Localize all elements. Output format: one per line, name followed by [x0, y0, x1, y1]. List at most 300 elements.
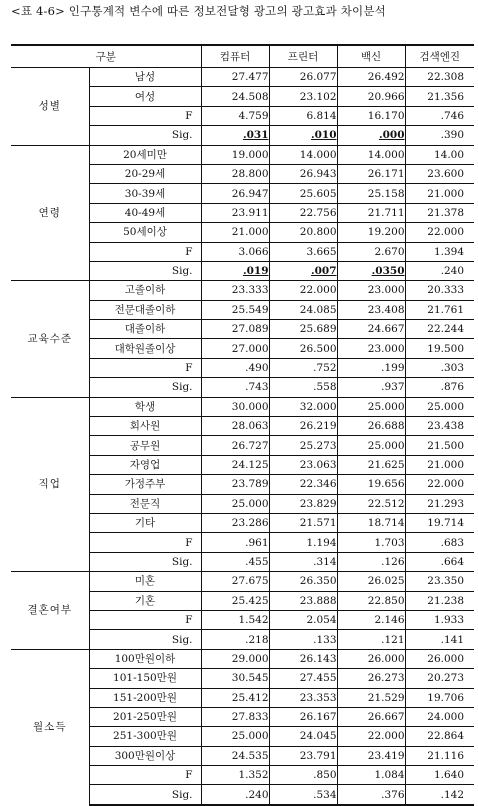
cell-value: 19.656: [367, 478, 405, 491]
cell-value: 14.00: [433, 148, 465, 161]
cell-value: .240: [245, 788, 269, 801]
cell-printer: [269, 649, 337, 668]
cell-search-engine: [405, 87, 474, 106]
table-row: [11, 145, 474, 164]
cell-value: 26.167: [299, 711, 337, 724]
cell-search-engine: [405, 785, 474, 805]
stat-label: Sig.: [89, 785, 201, 805]
cell-value: 25.000: [367, 400, 405, 413]
cell-computer: [201, 87, 269, 106]
cell-computer: [201, 533, 269, 552]
cell-printer: [269, 106, 337, 125]
cell-value: .0350: [371, 265, 405, 278]
cell-value: 22.244: [427, 323, 465, 336]
cell-printer: [269, 630, 337, 649]
cell-printer: [269, 358, 337, 377]
table-header: [11, 45, 474, 68]
subcategory-label: 201-250만원: [89, 707, 201, 726]
cell-printer: [269, 591, 337, 610]
cell-value: .937: [381, 381, 405, 394]
table-row: [11, 397, 474, 416]
cell-antivirus: [337, 494, 405, 513]
cell-value: 23.600: [427, 168, 465, 181]
cell-value: .743: [245, 381, 269, 394]
cell-printer: [269, 378, 337, 397]
cell-computer: [201, 242, 269, 261]
cell-value: 19.706: [427, 691, 465, 704]
cell-value: 22.000: [367, 730, 405, 743]
cell-value: 23.438: [427, 420, 465, 433]
cell-printer: [269, 126, 337, 145]
subcategory-label: 자영업: [89, 455, 201, 474]
cell-search-engine: [405, 572, 474, 591]
cell-antivirus: [337, 630, 405, 649]
cell-printer: [269, 707, 337, 726]
cell-value: 21.571: [299, 517, 337, 530]
group-label: 직업: [11, 397, 89, 572]
cell-value: .141: [440, 633, 465, 646]
cell-value: 26.492: [367, 71, 405, 84]
header-category: 구분: [11, 45, 201, 68]
cell-value: .240: [440, 265, 465, 278]
cell-value: 19.714: [427, 517, 465, 530]
cell-antivirus: [337, 688, 405, 707]
cell-value: 22.850: [367, 594, 405, 607]
cell-value: .850: [313, 769, 337, 782]
header-computer: 컴퓨터: [201, 45, 269, 68]
stat-label: F: [89, 242, 201, 261]
cell-search-engine: [405, 513, 474, 532]
cell-value: 29.000: [231, 652, 269, 665]
cell-value: .303: [440, 362, 465, 375]
cell-value: 24.508: [231, 90, 269, 103]
cell-search-engine: [405, 126, 474, 145]
subcategory-label: 기타: [89, 513, 201, 532]
cell-antivirus: [337, 707, 405, 726]
cell-value: 26.500: [299, 342, 337, 355]
cell-computer: [201, 785, 269, 805]
cell-value: 21.625: [367, 459, 405, 471]
cell-value: 2.054: [306, 614, 337, 627]
cell-computer: [201, 649, 269, 668]
subcategory-label: 전문직: [89, 494, 201, 513]
cell-search-engine: [405, 397, 474, 416]
subcategory-label: 50세이상: [89, 223, 201, 242]
cell-antivirus: [337, 513, 405, 532]
cell-computer: [201, 707, 269, 726]
stat-label: F: [89, 106, 201, 125]
cell-printer: [269, 533, 337, 552]
cell-computer: [201, 223, 269, 242]
cell-value: 21.711: [367, 206, 405, 219]
cell-value: 22.308: [427, 71, 465, 84]
cell-value: .007: [310, 265, 337, 278]
cell-computer: [201, 358, 269, 377]
cell-computer: [201, 320, 269, 339]
cell-value: 23.829: [299, 497, 337, 510]
cell-antivirus: [337, 261, 405, 280]
cell-computer: [201, 766, 269, 785]
group-label: 연령: [11, 145, 89, 281]
cell-value: 26.171: [367, 168, 405, 181]
cell-value: .746: [440, 109, 465, 122]
cell-value: 22.000: [427, 478, 465, 491]
cell-search-engine: [405, 610, 474, 629]
cell-printer: [269, 145, 337, 164]
stat-label: F: [89, 358, 201, 377]
cell-computer: [201, 164, 269, 183]
subcategory-label: 기혼: [89, 591, 201, 610]
cell-value: 24.125: [231, 459, 269, 471]
cell-search-engine: [405, 766, 474, 785]
cell-value: 28.063: [231, 420, 269, 433]
cell-antivirus: [337, 785, 405, 805]
cell-search-engine: [405, 261, 474, 280]
subcategory-label: 20-29세: [89, 164, 201, 183]
cell-antivirus: [337, 436, 405, 455]
subcategory-label: 회사원: [89, 417, 201, 436]
cell-value: 1.933: [433, 614, 465, 627]
cell-value: 26.025: [367, 575, 405, 588]
cell-value: 14.000: [299, 148, 337, 161]
cell-search-engine: [405, 378, 474, 397]
cell-value: 1.640: [433, 769, 465, 782]
cell-printer: [269, 261, 337, 280]
cell-antivirus: [337, 203, 405, 222]
table-row: [11, 68, 474, 87]
cell-computer: [201, 378, 269, 397]
subcategory-label: 151-200만원: [89, 688, 201, 707]
cell-value: .961: [245, 536, 269, 549]
cell-value: 25.000: [367, 439, 405, 452]
cell-value: 24.000: [427, 711, 465, 724]
cell-value: 2.146: [374, 614, 405, 627]
cell-value: 2.670: [374, 245, 405, 258]
cell-value: 16.170: [367, 109, 405, 122]
cell-value: 3.665: [306, 245, 337, 258]
stats-table: [11, 44, 474, 806]
cell-value: 26.077: [299, 71, 337, 84]
cell-antivirus: [337, 610, 405, 629]
cell-computer: [201, 513, 269, 532]
cell-search-engine: [405, 707, 474, 726]
cell-value: 22.346: [299, 478, 337, 491]
stat-label: F: [89, 766, 201, 785]
cell-computer: [201, 203, 269, 222]
cell-value: 21.000: [231, 226, 269, 239]
cell-value: .876: [440, 381, 465, 394]
cell-search-engine: [405, 164, 474, 183]
cell-value: 3.066: [238, 245, 269, 258]
cell-computer: [201, 630, 269, 649]
cell-value: 25.000: [231, 497, 269, 510]
cell-computer: [201, 746, 269, 765]
cell-search-engine: [405, 669, 474, 688]
cell-value: 27.477: [231, 71, 269, 84]
cell-value: 21.238: [427, 594, 465, 607]
cell-printer: [269, 727, 337, 746]
cell-value: 23.063: [299, 459, 337, 471]
cell-value: 23.789: [231, 478, 269, 491]
cell-computer: [201, 494, 269, 513]
cell-value: .010: [310, 129, 337, 142]
cell-value: 26.143: [299, 652, 337, 665]
cell-search-engine: [405, 203, 474, 222]
cell-value: 21.293: [427, 497, 465, 510]
cell-search-engine: [405, 436, 474, 455]
stat-label: Sig.: [89, 261, 201, 280]
cell-value: 27.833: [231, 711, 269, 724]
header-row: [11, 45, 474, 68]
cell-search-engine: [405, 746, 474, 765]
subcategory-label: 251-300만원: [89, 727, 201, 746]
cell-value: .534: [313, 788, 337, 801]
stat-label: Sig.: [89, 630, 201, 649]
cell-value: 22.756: [299, 206, 337, 219]
subcategory-label: 미혼: [89, 572, 201, 591]
cell-value: .752: [313, 362, 337, 375]
cell-computer: [201, 261, 269, 280]
table-row: [11, 572, 474, 591]
cell-antivirus: [337, 727, 405, 746]
cell-printer: [269, 397, 337, 416]
cell-antivirus: [337, 533, 405, 552]
cell-search-engine: [405, 339, 474, 358]
cell-computer: [201, 669, 269, 688]
cell-value: 23.000: [367, 284, 405, 297]
cell-value: 32.000: [299, 400, 337, 413]
cell-value: 21.000: [427, 187, 465, 200]
cell-search-engine: [405, 727, 474, 746]
subcategory-label: 가정주부: [89, 475, 201, 494]
cell-printer: [269, 320, 337, 339]
cell-computer: [201, 145, 269, 164]
cell-value: 23.102: [299, 90, 337, 103]
cell-value: 23.408: [367, 303, 405, 316]
cell-value: .000: [378, 129, 405, 142]
cell-search-engine: [405, 688, 474, 707]
cell-value: 4.759: [238, 109, 269, 122]
cell-value: 20.273: [427, 672, 465, 685]
subcategory-label: 여성: [89, 87, 201, 106]
cell-value: .218: [245, 633, 269, 646]
cell-antivirus: [337, 649, 405, 668]
cell-search-engine: [405, 242, 474, 261]
cell-antivirus: [337, 766, 405, 785]
cell-computer: [201, 552, 269, 571]
cell-printer: [269, 436, 337, 455]
table-row: [11, 281, 474, 300]
group-label: 성별: [11, 68, 89, 146]
cell-printer: [269, 513, 337, 532]
cell-antivirus: [337, 417, 405, 436]
cell-computer: [201, 68, 269, 87]
subcategory-label: 남성: [89, 68, 201, 87]
stat-label: F: [89, 610, 201, 629]
cell-value: .376: [381, 788, 405, 801]
cell-value: 23.791: [299, 749, 337, 762]
cell-value: 27.000: [231, 342, 269, 355]
cell-value: 21.356: [427, 90, 465, 103]
cell-value: 26.947: [231, 187, 269, 200]
stat-label: Sig.: [89, 378, 201, 397]
cell-antivirus: [337, 552, 405, 571]
cell-value: 1.394: [433, 245, 465, 258]
cell-search-engine: [405, 68, 474, 87]
cell-search-engine: [405, 417, 474, 436]
cell-value: .142: [440, 788, 465, 801]
cell-value: 21.529: [367, 691, 405, 704]
cell-value: 20.966: [367, 90, 405, 103]
cell-value: .031: [242, 129, 269, 142]
cell-value: 23.333: [231, 284, 269, 297]
cell-search-engine: [405, 223, 474, 242]
group-label: 결혼여부: [11, 572, 89, 650]
cell-printer: [269, 164, 337, 183]
cell-computer: [201, 572, 269, 591]
cell-printer: [269, 339, 337, 358]
cell-computer: [201, 688, 269, 707]
cell-value: 14.000: [367, 148, 405, 161]
cell-value: 22.512: [367, 497, 405, 510]
header-search-engine: 검색엔진: [405, 45, 474, 68]
cell-printer: [269, 572, 337, 591]
stat-label: Sig.: [89, 126, 201, 145]
header-antivirus: 백신: [337, 45, 405, 68]
cell-value: .314: [313, 555, 337, 568]
cell-printer: [269, 475, 337, 494]
cell-value: 18.714: [367, 517, 405, 530]
cell-value: 1.084: [374, 769, 405, 782]
cell-value: .126: [381, 555, 405, 568]
cell-antivirus: [337, 184, 405, 203]
cell-antivirus: [337, 475, 405, 494]
cell-value: 21.116: [427, 749, 465, 762]
subcategory-label: 300만원이상: [89, 746, 201, 765]
cell-value: 26.219: [299, 420, 337, 433]
cell-printer: [269, 746, 337, 765]
cell-value: 1.542: [238, 614, 269, 627]
cell-value: 24.667: [367, 323, 405, 336]
cell-value: 28.800: [231, 168, 269, 181]
cell-search-engine: [405, 630, 474, 649]
cell-computer: [201, 591, 269, 610]
cell-value: 19.500: [427, 342, 465, 355]
cell-value: 1.352: [238, 769, 269, 782]
subcategory-label: 고졸이하: [89, 281, 201, 300]
cell-value: .490: [245, 362, 269, 375]
table-row: [11, 649, 474, 668]
cell-value: 23.353: [299, 691, 337, 704]
cell-computer: [201, 727, 269, 746]
cell-printer: [269, 242, 337, 261]
header-printer: 프린터: [269, 45, 337, 68]
cell-value: 25.273: [299, 439, 337, 452]
cell-printer: [269, 417, 337, 436]
cell-value: 25.689: [299, 323, 337, 336]
cell-antivirus: [337, 126, 405, 145]
cell-printer: [269, 552, 337, 571]
subcategory-label: 20세미만: [89, 145, 201, 164]
cell-antivirus: [337, 145, 405, 164]
cell-computer: [201, 281, 269, 300]
cell-value: 25.158: [367, 187, 405, 200]
stat-label: Sig.: [89, 552, 201, 571]
cell-value: .390: [440, 129, 465, 142]
cell-printer: [269, 785, 337, 805]
cell-printer: [269, 766, 337, 785]
cell-value: 25.000: [231, 730, 269, 743]
cell-search-engine: [405, 358, 474, 377]
cell-value: .558: [313, 381, 337, 394]
cell-value: 23.286: [231, 517, 269, 530]
cell-printer: [269, 300, 337, 319]
cell-value: 22.864: [427, 730, 465, 743]
cell-antivirus: [337, 455, 405, 474]
subcategory-label: 공무원: [89, 436, 201, 455]
cell-value: 27.089: [231, 323, 269, 336]
cell-antivirus: [337, 746, 405, 765]
cell-antivirus: [337, 68, 405, 87]
cell-antivirus: [337, 242, 405, 261]
cell-value: .683: [440, 536, 465, 549]
cell-printer: [269, 184, 337, 203]
cell-value: 24.045: [299, 730, 337, 743]
subcategory-label: 전문대졸이하: [89, 300, 201, 319]
cell-value: 25.000: [427, 400, 465, 413]
cell-antivirus: [337, 339, 405, 358]
cell-value: 20.333: [427, 284, 465, 297]
cell-value: 24.085: [299, 303, 337, 316]
cell-search-engine: [405, 649, 474, 668]
cell-antivirus: [337, 300, 405, 319]
cell-value: 25.605: [299, 187, 337, 200]
table-body: [11, 68, 474, 805]
cell-printer: [269, 281, 337, 300]
cell-computer: [201, 339, 269, 358]
cell-value: 25.549: [231, 303, 269, 316]
cell-printer: [269, 68, 337, 87]
cell-value: 26.350: [299, 575, 337, 588]
cell-value: 26.727: [231, 439, 269, 452]
cell-value: 1.194: [306, 536, 337, 549]
cell-printer: [269, 87, 337, 106]
cell-value: 23.911: [231, 206, 269, 219]
subcategory-label: 100만원이하: [89, 649, 201, 668]
cell-value: 22.000: [427, 226, 465, 239]
cell-printer: [269, 610, 337, 629]
cell-antivirus: [337, 358, 405, 377]
cell-antivirus: [337, 320, 405, 339]
cell-value: 19.000: [231, 148, 269, 161]
cell-search-engine: [405, 533, 474, 552]
cell-search-engine: [405, 552, 474, 571]
cell-value: 22.000: [299, 284, 337, 297]
stat-label: F: [89, 533, 201, 552]
cell-computer: [201, 300, 269, 319]
cell-computer: [201, 417, 269, 436]
cell-computer: [201, 610, 269, 629]
cell-printer: [269, 494, 337, 513]
cell-value: .121: [381, 633, 405, 646]
cell-computer: [201, 475, 269, 494]
cell-printer: [269, 455, 337, 474]
subcategory-label: 30-39세: [89, 184, 201, 203]
cell-antivirus: [337, 281, 405, 300]
cell-antivirus: [337, 669, 405, 688]
cell-value: 26.688: [367, 420, 405, 433]
cell-value: 21.761: [427, 303, 465, 316]
